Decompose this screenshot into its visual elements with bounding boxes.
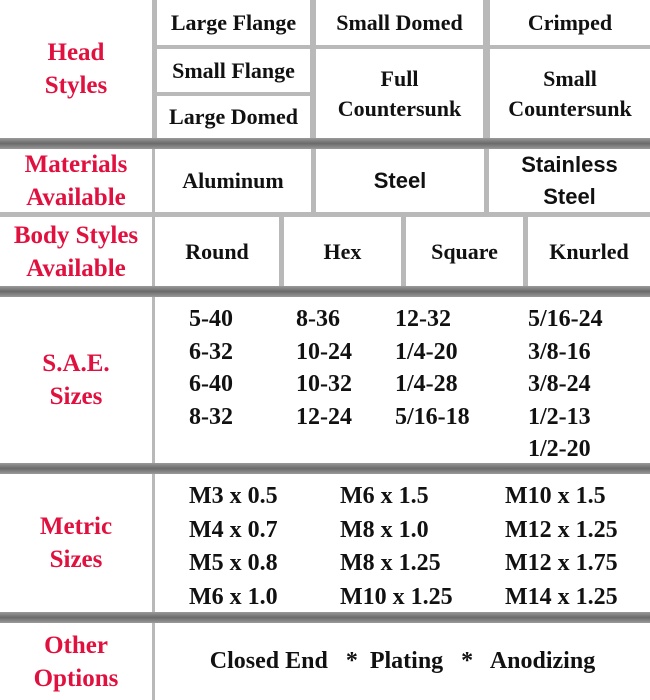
head-style-large-domed: Large Domed xyxy=(157,96,310,138)
metric-size: M3 x 0.5 xyxy=(189,483,278,509)
head-styles-label: Head Styles xyxy=(0,0,152,138)
metric-size: M4 x 0.7 xyxy=(189,516,278,543)
sae-sizes-label: S.A.E. Sizes xyxy=(0,297,152,463)
head-style-crimped: Crimped xyxy=(490,0,650,45)
material-steel: Steel xyxy=(316,149,484,212)
body-styles-label: Body Styles Available xyxy=(0,217,152,286)
sae-size: 12-24 xyxy=(296,403,352,430)
sae-size: 5-40 xyxy=(189,306,233,332)
other-options-label: Other Options xyxy=(0,623,152,700)
sae-size: 5/16-18 xyxy=(395,403,470,430)
sae-size: 5/16-24 xyxy=(528,306,603,332)
metric-column xyxy=(189,480,278,614)
material-stainless-steel: Stainless Steel xyxy=(489,149,650,212)
metric-size: M5 x 0.8 xyxy=(189,550,278,576)
metric-size: M6 x 1.0 xyxy=(189,583,278,610)
metric-sizes-panel xyxy=(155,474,650,612)
metric-column xyxy=(340,480,453,614)
sae-size: 6-32 xyxy=(189,338,233,365)
sae-size: 1/2-13 xyxy=(528,403,591,430)
metric-size: M14 x 1.25 xyxy=(505,583,618,610)
body-style-round: Round xyxy=(155,217,279,286)
sae-size: 3/8-16 xyxy=(528,338,591,365)
sae-sizes-panel xyxy=(155,297,650,463)
body-style-knurled: Knurled xyxy=(528,217,650,286)
sae-column xyxy=(296,303,352,433)
sae-size: 8-32 xyxy=(189,403,233,430)
sae-size: 1/4-28 xyxy=(395,371,458,397)
material-aluminum: Aluminum xyxy=(155,149,311,212)
head-style-large-flange: Large Flange xyxy=(157,0,310,45)
metric-size: M12 x 1.75 xyxy=(505,550,618,576)
sae-size: 3/8-24 xyxy=(528,371,591,397)
other-options-panel xyxy=(155,623,650,700)
metric-size: M8 x 1.25 xyxy=(340,550,441,576)
metric-size: M6 x 1.5 xyxy=(340,483,429,509)
sae-size: 1/2-20 xyxy=(528,436,591,462)
metric-sizes-label: Metric Sizes xyxy=(0,474,152,612)
body-style-square: Square xyxy=(406,217,523,286)
materials-label: Materials Available xyxy=(0,149,152,212)
sae-size: 10-24 xyxy=(296,338,352,365)
sae-column xyxy=(528,303,603,466)
head-style-small-domed: Small Domed xyxy=(316,0,483,45)
sae-size: 12-32 xyxy=(395,306,451,332)
metric-size: M12 x 1.25 xyxy=(505,516,618,543)
sae-column xyxy=(189,303,233,433)
sae-size: 6-40 xyxy=(189,371,233,397)
metric-size: M8 x 1.0 xyxy=(340,516,429,543)
sae-column xyxy=(395,303,470,433)
other-options-text: Closed End * Plating * Anodizing xyxy=(209,648,596,674)
sae-size: 10-32 xyxy=(296,371,352,397)
body-style-hex: Hex xyxy=(284,217,401,286)
section-divider xyxy=(0,286,650,297)
metric-size: M10 x 1.25 xyxy=(340,583,453,610)
head-style-full-countersunk: Full Countersunk xyxy=(316,49,483,138)
head-style-small-countersunk: Small Countersunk xyxy=(490,49,650,138)
metric-size: M10 x 1.5 xyxy=(505,483,606,509)
sae-size: 8-36 xyxy=(296,306,340,332)
metric-column xyxy=(505,480,618,614)
sae-size: 1/4-20 xyxy=(395,338,458,365)
head-style-small-flange: Small Flange xyxy=(157,49,310,92)
